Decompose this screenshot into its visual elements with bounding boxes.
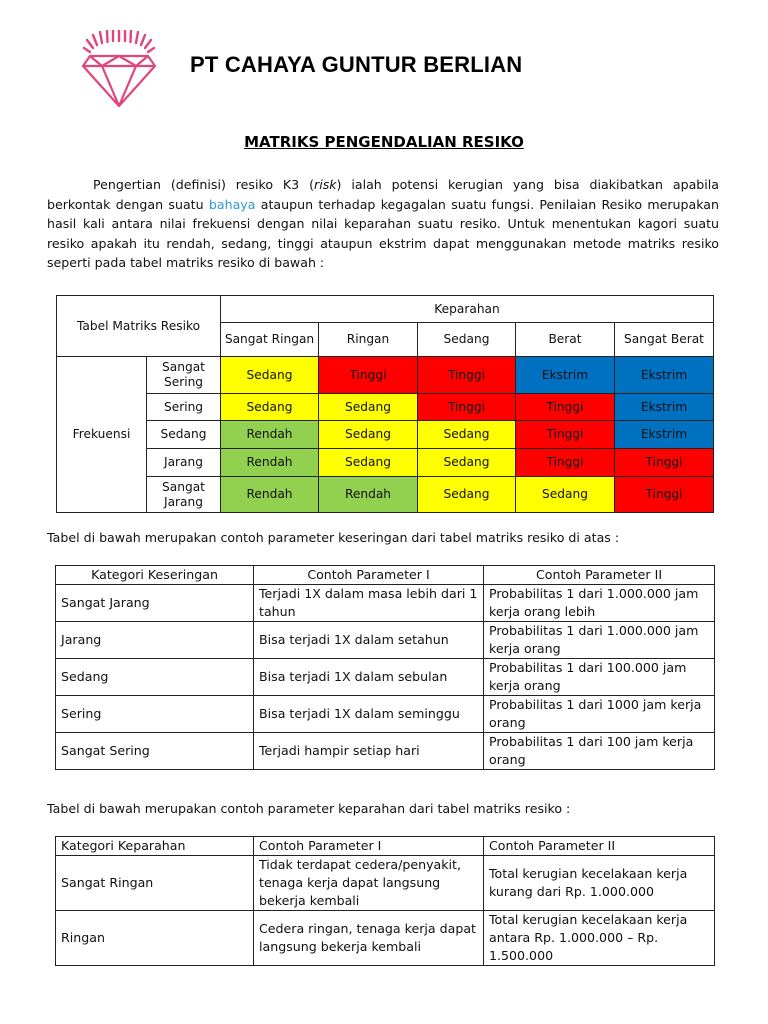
matrix-cell: Sedang bbox=[221, 357, 319, 394]
matrix-corner: Tabel Matriks Resiko bbox=[57, 296, 221, 357]
matrix-cell: Rendah bbox=[221, 477, 319, 513]
column-header: Contoh Parameter I bbox=[254, 837, 484, 856]
frequency-level: Jarang bbox=[147, 449, 221, 477]
column-header: Contoh Parameter I bbox=[254, 566, 484, 585]
risk-matrix-table bbox=[56, 295, 714, 513]
table-row: Sangat Jarang Terjadi 1X dalam masa lebih dari 1 tahun Probabilitas 1 dari 1.000.000 jam kerja orang lebih bbox=[56, 585, 715, 622]
severity-note: Tabel di bawah merupakan contoh parameter keparahan dari tabel matriks resiko : bbox=[47, 801, 571, 816]
matrix-cell: Sedang bbox=[418, 449, 516, 477]
document-title: MATRIKS PENGENDALIAN RESIKO bbox=[244, 133, 524, 151]
frequency-note: Tabel di bawah merupakan contoh parameter keseringan dari tabel matriks resiko di atas : bbox=[47, 530, 620, 545]
severity-level: Sangat Ringan bbox=[221, 323, 319, 357]
table-row: Ringan Cedera ringan, tenaga kerja dapat langsung bekerja kembali Total kerugian kecelakaan kerja antara Rp. 1.000.000 – Rp. 1.500.000 bbox=[56, 911, 715, 966]
frequency-level: Sering bbox=[147, 394, 221, 421]
matrix-cell: Rendah bbox=[319, 477, 418, 513]
severity-level: Ringan bbox=[319, 323, 418, 357]
table-row: Sangat Sering Terjadi hampir setiap hari Probabilitas 1 dari 100 jam kerja orang bbox=[56, 733, 715, 770]
severity-level: Berat bbox=[516, 323, 615, 357]
severity-header: Keparahan bbox=[221, 296, 714, 323]
matrix-cell: Tinggi bbox=[516, 394, 615, 421]
matrix-cell: Rendah bbox=[221, 449, 319, 477]
matrix-cell: Ekstrim bbox=[615, 394, 714, 421]
matrix-cell: Tinggi bbox=[516, 449, 615, 477]
matrix-cell: Tinggi bbox=[615, 477, 714, 513]
company-name: PT CAHAYA GUNTUR BERLIAN bbox=[190, 52, 523, 77]
matrix-cell: Sedang bbox=[418, 477, 516, 513]
severity-level: Sangat Berat bbox=[615, 323, 714, 357]
matrix-cell: Sedang bbox=[221, 394, 319, 421]
frequency-level: Sangat Sering bbox=[147, 357, 221, 394]
matrix-cell: Tinggi bbox=[418, 357, 516, 394]
matrix-cell: Ekstrim bbox=[516, 357, 615, 394]
frequency-parameter-table bbox=[55, 565, 715, 770]
diamond-logo-icon bbox=[78, 30, 160, 108]
frequency-level: Sangat Jarang bbox=[147, 477, 221, 513]
matrix-cell: Sedang bbox=[418, 421, 516, 449]
column-header: Kategori Keseringan bbox=[56, 566, 254, 585]
table-row: Sering Bisa terjadi 1X dalam seminggu Probabilitas 1 dari 1000 jam kerja orang bbox=[56, 696, 715, 733]
column-header: Kategori Keparahan bbox=[56, 837, 254, 856]
bahaya-link[interactable]: bahaya bbox=[208, 196, 256, 212]
matrix-cell: Sedang bbox=[516, 477, 615, 513]
column-header: Contoh Parameter II bbox=[484, 837, 715, 856]
severity-parameter-table bbox=[55, 836, 715, 966]
table-row: Sangat Ringan Tidak terdapat cedera/penyakit, tenaga kerja dapat langsung bekerja kembali Total kerugian kecelakaan kerja kurang dari Rp. 1.000.000 bbox=[56, 856, 715, 911]
severity-level: Sedang bbox=[418, 323, 516, 357]
matrix-cell: Tinggi bbox=[516, 421, 615, 449]
frequency-header: Frekuensi bbox=[57, 357, 147, 513]
intro-paragraph: Pengertian (definisi) resiko K3 (risk) ialah potensi kerugian yang bisa diakibatkan apabila berkontak dengan suatu bahaya ataupun terhadap kegagalan suatu fungsi. Penilaian Resiko merupakan hasil kali antara nilai frekuensi dengan nilai keparahan suatu resiko. Untuk menentukan kagori suatu resiko apakah itu rendah, sedang, tinggi ataupun ekstrim dapat menggunakan metode matriks resiko seperti pada tabel matriks resiko di bawah : bbox=[47, 177, 720, 271]
matrix-cell: Tinggi bbox=[418, 394, 516, 421]
matrix-cell: Sedang bbox=[319, 449, 418, 477]
frequency-level: Sedang bbox=[147, 421, 221, 449]
matrix-cell: Ekstrim bbox=[615, 421, 714, 449]
matrix-cell: Tinggi bbox=[615, 449, 714, 477]
matrix-cell: Ekstrim bbox=[615, 357, 714, 394]
matrix-cell: Sedang bbox=[319, 394, 418, 421]
matrix-cell: Rendah bbox=[221, 421, 319, 449]
table-row: Jarang Bisa terjadi 1X dalam setahun Probabilitas 1 dari 1.000.000 jam kerja orang bbox=[56, 622, 715, 659]
matrix-cell: Tinggi bbox=[319, 357, 418, 394]
matrix-cell: Sedang bbox=[319, 421, 418, 449]
column-header: Contoh Parameter II bbox=[484, 566, 715, 585]
table-row: Sedang Bisa terjadi 1X dalam sebulan Probabilitas 1 dari 100.000 jam kerja orang bbox=[56, 659, 715, 696]
